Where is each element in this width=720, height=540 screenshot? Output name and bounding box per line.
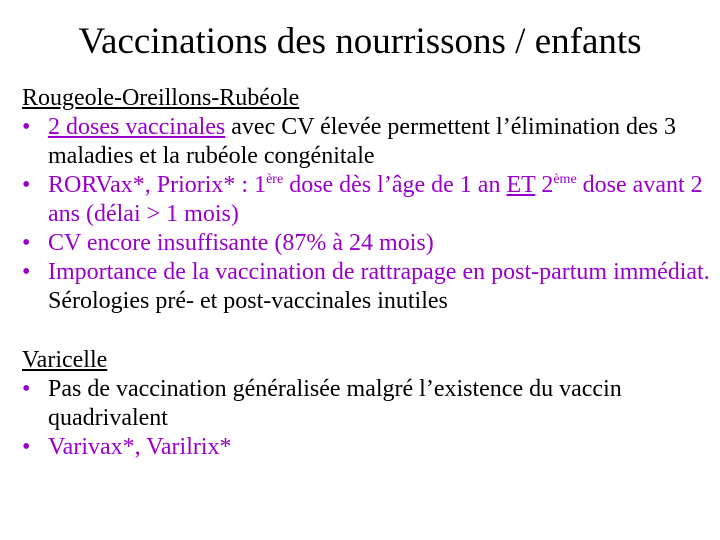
bullet-item bbox=[22, 229, 712, 258]
bullet-text: Varivax*, Varilrix* bbox=[48, 434, 232, 460]
section-ror bbox=[22, 84, 712, 316]
underlined-text: 2 doses vaccinales bbox=[48, 114, 226, 140]
bullet-item bbox=[22, 433, 712, 462]
bullet-dot-icon: • bbox=[22, 114, 31, 140]
bullet-item bbox=[22, 113, 712, 171]
bullet-item bbox=[22, 258, 712, 316]
bullet-list-ror bbox=[22, 113, 712, 316]
bullet-text: dose avant 2 ans (délai > 1 mois) bbox=[48, 172, 703, 227]
bullet-dot-icon: • bbox=[22, 259, 31, 285]
slide-title: Vaccinations des nourrissons / enfants bbox=[78, 21, 642, 62]
bullet-item bbox=[22, 171, 712, 229]
bullet-text: Importance de la vaccination de rattrapage en post-partum immédiat. bbox=[48, 259, 710, 285]
bullet-dot-icon: • bbox=[22, 230, 31, 256]
slide-content bbox=[22, 84, 712, 462]
bullet-text: Pas de vaccination généralisée malgré l’existence du vaccin quadrivalent bbox=[48, 376, 622, 431]
bullet-item bbox=[22, 375, 712, 433]
bullet-list-varicelle bbox=[22, 375, 712, 462]
bullet-text: RORVax*, Priorix* : 1 bbox=[48, 172, 267, 198]
superscript: ère bbox=[266, 172, 284, 187]
superscript: ème bbox=[553, 172, 577, 187]
bullet-dot-icon: • bbox=[22, 376, 31, 402]
section-heading-varicelle: Varicelle bbox=[22, 347, 108, 373]
section-varicelle bbox=[22, 346, 712, 462]
bullet-text: CV encore insuffisante (87% à 24 mois) bbox=[48, 230, 434, 256]
bullet-text: avec CV élevée permettent l’élimination des 3 maladies et la rubéole congénitale bbox=[48, 114, 677, 169]
bullet-dot-icon: • bbox=[22, 172, 31, 198]
bullet-text: dose dès l’âge de 1 an bbox=[283, 172, 507, 198]
underlined-text: ET bbox=[506, 172, 536, 198]
bullet-text: Sérologies pré- et post-vaccinales inutiles bbox=[48, 288, 448, 314]
bullet-dot-icon: • bbox=[22, 434, 31, 460]
bullet-text: 2 bbox=[535, 172, 554, 198]
section-heading-ror: Rougeole-Oreillons-Rubéole bbox=[22, 85, 300, 111]
